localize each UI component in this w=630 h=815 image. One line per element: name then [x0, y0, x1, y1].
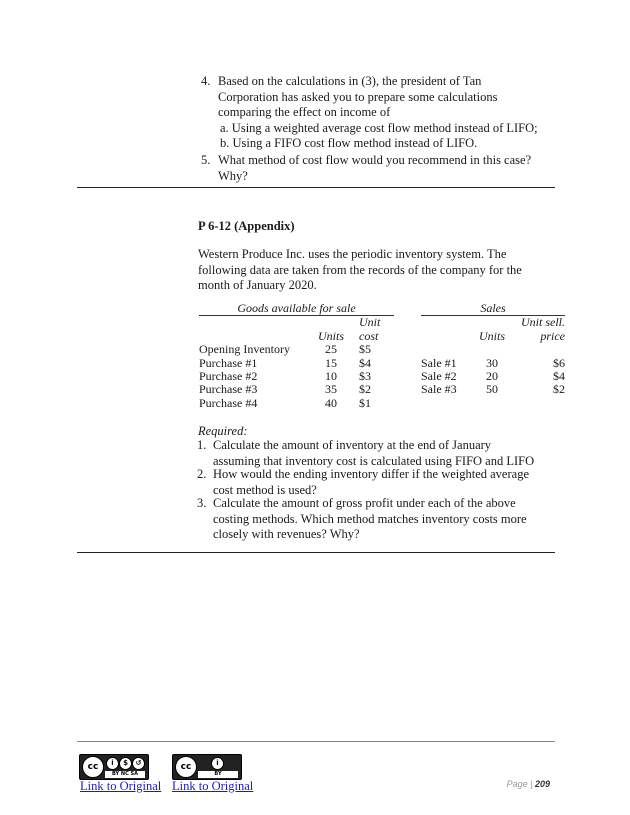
list-line: Based on the calculations in (3), the president of Tan — [218, 74, 482, 88]
by-icon: i — [211, 757, 224, 770]
row-sale-units: 20 — [486, 369, 498, 384]
row-price — [515, 343, 565, 356]
required-label: Required: — [198, 424, 248, 438]
col-sale-units-header: Units — [478, 328, 505, 343]
row-label: Purchase #1 — [199, 355, 258, 370]
page-number — [507, 779, 550, 789]
table-row — [199, 383, 565, 396]
list-number: 3. — [197, 496, 207, 510]
row-sale: Sale #3 — [421, 382, 457, 397]
cc-by-nc-sa-badge — [79, 754, 149, 780]
row-sale-units — [469, 397, 515, 410]
table-header-row-2 — [199, 330, 565, 343]
row-units: 35 — [325, 382, 337, 397]
row-sale-units: 50 — [486, 382, 498, 397]
intro-line: following data are taken from the records of the company for the — [198, 262, 522, 277]
section-divider — [77, 552, 555, 553]
list-line: Calculate the amount of gross profit under each of the above — [213, 496, 516, 510]
row-sale — [421, 397, 469, 410]
footer-divider — [77, 741, 555, 742]
cc-icon: cc — [82, 756, 104, 778]
row-label: Opening Inventory — [199, 342, 290, 357]
page-number-value: 209 — [534, 779, 550, 789]
row-price: $4 — [553, 369, 565, 384]
page-separator: | — [530, 779, 533, 789]
problem-intro — [198, 247, 550, 294]
sa-icon: ↺ — [132, 757, 145, 770]
goods-available-header: Goods available for sale — [199, 302, 394, 316]
row-label: Purchase #4 — [199, 395, 258, 410]
list-line: comparing the effect on income of — [218, 105, 391, 119]
row-cost: $4 — [359, 355, 371, 370]
row-sale-units — [469, 343, 515, 356]
sub-item-b: b. Using a FIFO cost flow method instead of LIFO. — [220, 136, 478, 150]
row-price: $6 — [553, 355, 565, 370]
row-units: 10 — [325, 369, 337, 384]
list-item-body — [218, 153, 558, 184]
link-to-original-1[interactable]: Link to Original — [80, 779, 162, 793]
col-cost-header: cost — [359, 328, 379, 343]
by-icon: i — [106, 757, 119, 770]
section-divider — [77, 187, 555, 188]
row-cost: $5 — [359, 342, 371, 357]
inventory-table — [199, 302, 565, 410]
nc-icon: $ — [119, 757, 132, 770]
list-number: 4. — [201, 74, 211, 88]
row-price — [515, 397, 565, 410]
table-row — [199, 397, 565, 410]
table-row — [199, 343, 565, 356]
list-item-body — [213, 467, 553, 498]
row-label: Purchase #2 — [199, 369, 258, 384]
list-line: cost method is used? — [213, 482, 317, 497]
row-price: $2 — [553, 382, 565, 397]
col-unit-sell-header: Unit sell. — [521, 315, 565, 330]
intro-line: Western Produce Inc. uses the periodic inventory system. The — [198, 247, 507, 261]
page-label: Page — [506, 779, 528, 789]
list-number: 5. — [201, 153, 211, 167]
cc-icon: cc — [175, 756, 197, 778]
list-line: costing methods. Which method matches inventory costs more — [213, 511, 527, 526]
col-units-header: Units — [317, 328, 344, 343]
col-unit-header: Unit — [359, 315, 381, 330]
row-cost: $3 — [359, 369, 371, 384]
row-sale — [421, 343, 469, 356]
list-line: How would the ending inventory differ if the weighted average — [213, 467, 529, 481]
list-item-body — [218, 74, 558, 152]
list-line: Corporation has asked you to prepare some calculations — [218, 89, 498, 104]
row-cost: $1 — [359, 395, 371, 410]
list-number: 1. — [197, 438, 207, 452]
row-label: Purchase #3 — [199, 382, 258, 397]
row-sale: Sale #2 — [421, 369, 457, 384]
sub-item-a: a. Using a weighted average cost flow method instead of LIFO; — [220, 120, 538, 135]
intro-line: month of January 2020. — [198, 278, 317, 292]
list-item-body — [213, 438, 553, 469]
list-item-body — [213, 496, 553, 543]
list-line: Why? — [218, 168, 248, 183]
row-sale-units: 30 — [486, 355, 498, 370]
table-row — [199, 357, 565, 370]
row-units: 40 — [325, 395, 337, 410]
license-bar: BY — [198, 771, 238, 778]
table-row — [199, 370, 565, 383]
list-line: closely with revenues? Why? — [213, 527, 360, 541]
sales-header: Sales — [421, 302, 565, 316]
col-price-header: price — [540, 328, 565, 343]
list-line: assuming that inventory cost is calculated using FIFO and LIFO — [213, 453, 535, 468]
problem-heading: P 6-12 (Appendix) — [198, 219, 295, 233]
row-sale: Sale #1 — [421, 355, 457, 370]
row-units: 15 — [325, 355, 337, 370]
link-to-original-2[interactable]: Link to Original — [172, 779, 254, 793]
table-group-header — [199, 302, 565, 316]
row-cost: $2 — [359, 382, 371, 397]
row-units: 25 — [325, 342, 337, 357]
list-line: Calculate the amount of inventory at the end of January — [213, 438, 492, 452]
cc-by-badge — [172, 754, 242, 780]
list-line: What method of cost flow would you recommend in this case? — [218, 153, 532, 167]
list-number: 2. — [197, 467, 207, 481]
table-header-row-1 — [199, 316, 565, 330]
license-bar: BY NC SA — [105, 771, 145, 778]
